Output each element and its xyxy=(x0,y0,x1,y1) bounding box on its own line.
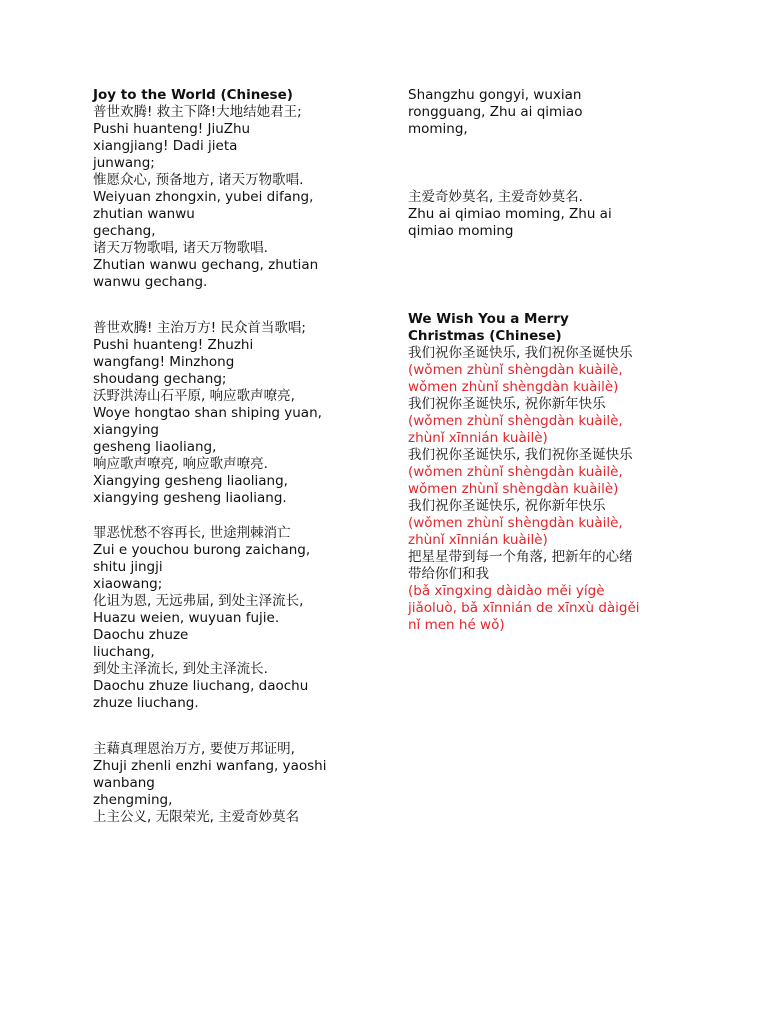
verse-block xyxy=(93,87,373,291)
pinyin-line: wǒmen zhùnǐ shèngdàn kuàilè) xyxy=(408,379,619,395)
lyric-line: junwang; xyxy=(93,155,155,171)
lyric-line: gesheng liaoliang, xyxy=(93,439,217,455)
pinyin-line: zhùnǐ xīnnián kuàilè) xyxy=(408,430,548,446)
lyric-line: Daochu zhuze xyxy=(93,627,189,643)
lyric-line: 罪恶忧愁不容再长, 世途荆棘消亡 xyxy=(93,525,291,541)
pinyin-line: (wǒmen zhùnǐ shèngdàn kuàilè, xyxy=(408,464,623,480)
lyric-line: Pushi huanteng! Zhuzhi xyxy=(93,337,254,353)
lyric-line: 普世欢腾! 救主下降!大地结她君王; xyxy=(93,104,302,120)
lyric-line: 我们祝你圣诞快乐, 祝你新年快乐 xyxy=(408,396,606,412)
lyric-line: Weiyuan zhongxin, yubei difang, xyxy=(93,189,314,205)
lyric-line: 惟愿众心, 预备地方, 诸天万物歌唱. xyxy=(93,172,304,188)
lyric-line: qimiao moming xyxy=(408,223,514,239)
lyric-line: Zhutian wanwu gechang, zhutian xyxy=(93,257,319,273)
lyric-line: zhengming, xyxy=(93,792,173,808)
song-block xyxy=(408,311,698,634)
lyric-line: liuchang, xyxy=(93,644,155,660)
lyric-line: Zhu ai qimiao moming, Zhu ai xyxy=(408,206,612,222)
lyric-line: 沃野洪涛山石平原, 响应歌声嘹亮, xyxy=(93,388,295,404)
pinyin-line: (wǒmen zhùnǐ shèngdàn kuàilè, xyxy=(408,413,623,429)
verse-block xyxy=(408,189,698,240)
lyric-line: 化诅为恩, 无远弗届, 到处主泽流长, xyxy=(93,593,304,609)
song-title: Christmas (Chinese) xyxy=(408,328,562,344)
lyric-line: shoudang gechang; xyxy=(93,371,227,387)
lyric-line: 主藉真理恩治万方, 要使万邦证明, xyxy=(93,741,295,757)
lyric-line: 上主公义, 无限荣光, 主爱奇妙莫名 xyxy=(93,809,300,825)
lyric-line: 响应歌声嘹亮, 响应歌声嘹亮. xyxy=(93,456,268,472)
pinyin-line: (bǎ xīngxing dàidào měi yígè xyxy=(408,583,605,599)
verse-block xyxy=(93,525,373,712)
lyric-line: 我们祝你圣诞快乐, 祝你新年快乐 xyxy=(408,498,606,514)
song-lyrics xyxy=(408,345,698,634)
lyric-line: moming, xyxy=(408,121,468,137)
lyric-line: 带给你们和我 xyxy=(408,566,489,582)
pinyin-line: wǒmen zhùnǐ shèngdàn kuàilè) xyxy=(408,481,619,497)
lyric-line: Shangzhu gongyi, wuxian xyxy=(408,87,582,103)
lyric-line: gechang, xyxy=(93,223,156,239)
verse-block xyxy=(408,87,698,138)
verse-block xyxy=(93,320,373,507)
lyric-line: 到处主泽流长, 到处主泽流长. xyxy=(93,661,268,677)
pinyin-line: zhùnǐ xīnnián kuàilè) xyxy=(408,532,548,548)
lyric-line: Woye hongtao shan shiping yuan, xyxy=(93,405,322,421)
lyric-line: xiangying gesheng liaoliang. xyxy=(93,490,287,506)
lyric-line: zhutian wanwu xyxy=(93,206,195,222)
lyric-line: 诸天万物歌唱, 诸天万物歌唱. xyxy=(93,240,268,256)
lyric-line: Zui e youchou burong zaichang, xyxy=(93,542,311,558)
pinyin-line: nǐ men hé wǒ) xyxy=(408,617,505,633)
lyric-line: rongguang, Zhu ai qimiao xyxy=(408,104,583,120)
pinyin-line: jiǎoluò, bǎ xīnnián de xīnxù dàigěi xyxy=(408,600,640,616)
lyric-line: wanwu gechang. xyxy=(93,274,208,290)
lyric-line: Daochu zhuze liuchang, daochu xyxy=(93,678,309,694)
lyric-line: 普世欢腾! 主治万方! 民众首当歌唱; xyxy=(93,320,306,336)
lyric-line: 我们祝你圣诞快乐, 我们祝你圣诞快乐 xyxy=(408,447,633,463)
lyric-line: 把星星带到每一个角落, 把新年的心绪 xyxy=(408,549,633,565)
song-title: We Wish You a Merry xyxy=(408,311,569,327)
pinyin-line: (wǒmen zhùnǐ shèngdàn kuàilè, xyxy=(408,362,623,378)
lyric-line: xiaowang; xyxy=(93,576,163,592)
song-title: Joy to the World (Chinese) xyxy=(93,87,293,103)
lyric-line: Xiangying gesheng liaoliang, xyxy=(93,473,288,489)
lyric-line: xiangying xyxy=(93,422,160,438)
lyric-line: wangfang! Minzhong xyxy=(93,354,235,370)
lyric-line: wanbang xyxy=(93,775,155,791)
lyric-line: Huazu weien, wuyuan fujie. xyxy=(93,610,280,626)
lyric-line: shitu jingji xyxy=(93,559,163,575)
lyric-line: 我们祝你圣诞快乐, 我们祝你圣诞快乐 xyxy=(408,345,633,361)
lyric-line: zhuze liuchang. xyxy=(93,695,199,711)
verse-block xyxy=(93,741,373,826)
lyric-line: 主爱奇妙莫名, 主爱奇妙莫名. xyxy=(408,189,583,205)
pinyin-line: (wǒmen zhùnǐ shèngdàn kuàilè, xyxy=(408,515,623,531)
lyric-line: xiangjiang! Dadi jieta xyxy=(93,138,238,154)
lyric-line: Zhuji zhenli enzhi wanfang, yaoshi xyxy=(93,758,327,774)
lyric-line: Pushi huanteng! JiuZhu xyxy=(93,121,251,137)
